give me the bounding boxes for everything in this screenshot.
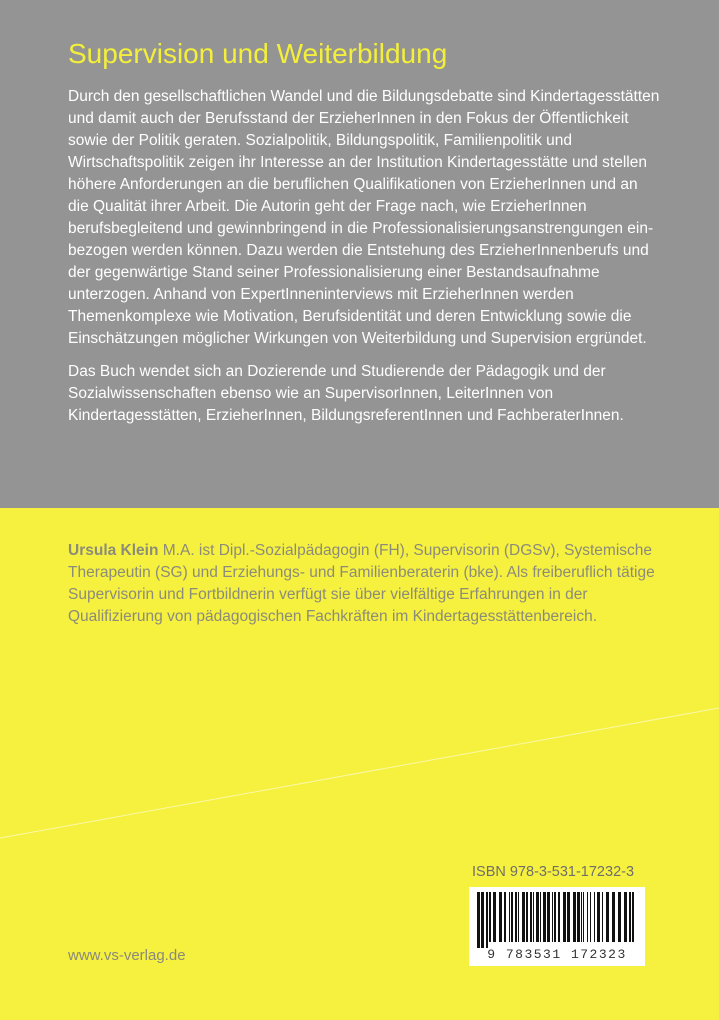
- barcode: [469, 887, 645, 966]
- barcode-bars: [475, 892, 639, 948]
- barcode-bar: [554, 892, 556, 942]
- publisher-url[interactable]: www.vs-verlag.de: [68, 947, 186, 964]
- author-bio-text: M.A. ist Dipl.-Sozialpädagogin (FH), Supervisorin (DGSv), Systemische Therapeutin (SG) und Erziehungs- und Familienberaterin (bke). Als freiberuflich tätige Supervisorin und Fortbildnerin verfügt sie über vielfältige Erfahrungen in der Qualifizierung von pädagogischen Fachkräften im Kindertagesstättenbereich.: [68, 542, 655, 625]
- barcode-bar: [632, 892, 634, 942]
- book-description: [68, 86, 660, 438]
- barcode-bar: [594, 892, 595, 942]
- barcode-bar: [567, 892, 570, 942]
- book-title: Supervision und Weiterbildung: [68, 38, 448, 69]
- barcode-bar: [493, 892, 496, 942]
- barcode-bar: [515, 892, 517, 942]
- barcode-bar: [518, 892, 519, 942]
- barcode-bar: [558, 892, 560, 942]
- barcode-bar: [552, 892, 553, 942]
- isbn-label: ISBN 978-3-531-17232-3: [472, 864, 635, 880]
- description-paragraph-2: Das Buch wendet sich an Dozierende und Studierende der Pädagogik und der Sozialwissenschaften ebenso wie an SupervisorInnen, LeiterInnen von Kindertagesstätten, ErzieherInnen, BildungsreferentInnen und FachberaterInnen.: [68, 363, 624, 424]
- barcode-bar: [522, 892, 525, 942]
- barcode-bar: [587, 892, 588, 942]
- barcode-bar: [602, 892, 603, 942]
- barcode-bar: [590, 892, 591, 942]
- barcode-bar: [543, 892, 546, 942]
- barcode-bar: [612, 892, 615, 942]
- barcode-bar: [629, 892, 631, 942]
- barcode-bar: [481, 892, 484, 948]
- barcode-bar: [511, 892, 513, 942]
- barcode-bar: [540, 892, 541, 942]
- barcode-digits: 9 783531 172323: [487, 947, 627, 962]
- barcode-bar: [499, 892, 502, 942]
- barcode-bar: [606, 892, 609, 942]
- barcode-bar: [618, 892, 621, 942]
- barcode-bar: [504, 892, 506, 942]
- author-name: Ursula Klein: [68, 542, 159, 559]
- barcode-bar: [536, 892, 539, 942]
- barcode-bar: [577, 892, 580, 942]
- barcode-bar: [624, 892, 627, 942]
- barcode-bar: [547, 892, 550, 942]
- barcode-bar: [563, 892, 566, 942]
- barcode-bar: [581, 892, 582, 942]
- barcode-bar: [530, 892, 532, 942]
- description-paragraph-1: Durch den gesellschaftlichen Wandel und die Bildungsdebatte sind Kindertagesstätten und damit auch der Berufsstand der ErzieherInnen in den Fokus der Öffentlichkeit sowie der Politik geraten. Sozialpolitik, Bildungspolitik, Familienpolitik und Wirtschaftspolitik zeigen ihr Interesse an der Institution Kindertagesstätte und stellen höhere Anforderungen an die beruflichen Qualifikationen von ErzieherInnen und an die Qualität ihrer Arbeit. Die Autorin geht der Frage nach, wie ErzieherInnen berufsbegleitend und gewinnbringend in die Professionalisierungsanstrengungen einbezogen werden können. Dazu werden die Entstehung des ErzieherInnenberufs und der gegenwärtige Stand seiner Professionalisierung einer Bestandsaufnahme unterzogen. Anhand von ExpertInneninterviews mit ErzieherInnen werden Themenkomplexe wie Motivation, Berufsidentität und deren Entwicklung sowie die Einschätzungen möglicher Wirkungen von Weiterbildung und Supervision ergründet.: [68, 88, 660, 347]
- barcode-bar: [526, 892, 528, 942]
- barcode-bar: [509, 892, 510, 942]
- author-bio: [68, 540, 660, 628]
- barcode-bar: [486, 892, 488, 948]
- barcode-bar: [489, 892, 491, 942]
- barcode-bar: [477, 892, 480, 948]
- barcode-bar: [533, 892, 534, 942]
- barcode-bar: [573, 892, 576, 942]
- barcode-bar: [583, 892, 584, 942]
- barcode-bar: [597, 892, 600, 942]
